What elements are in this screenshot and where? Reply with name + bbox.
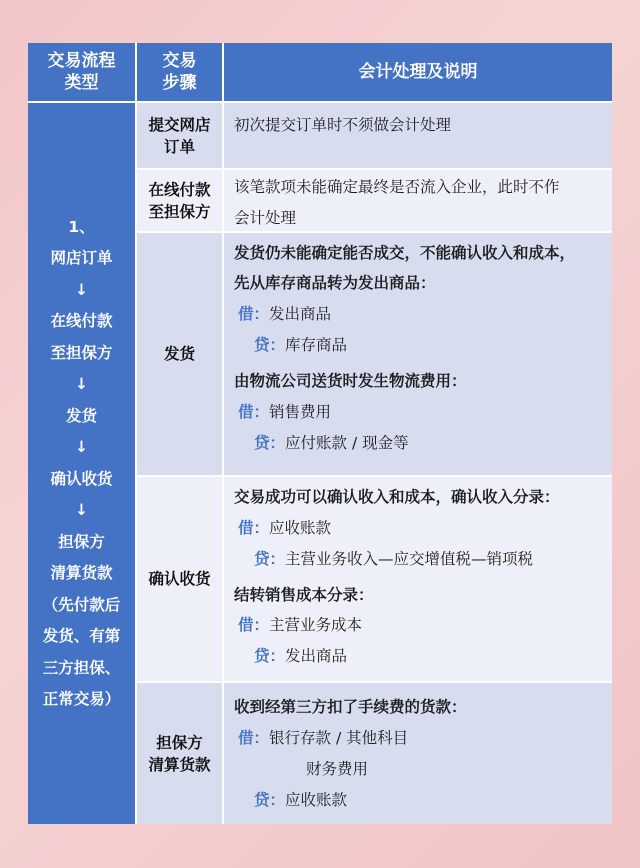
credit-entry [254, 333, 347, 355]
header-step-line1: 交易 [162, 51, 197, 71]
flow-arrow: ↓ [75, 280, 88, 299]
debit-label: 借： [238, 519, 270, 537]
step-shipping-line1: 发货 [163, 345, 195, 363]
entry-account: 库存商品 [285, 336, 348, 354]
header-flow-type-line1: 交易流程 [47, 51, 116, 71]
entry-account: 应付账款 / 现金等 [285, 434, 409, 452]
desc-line: 先从库存商品转为发出商品： [234, 274, 436, 292]
debit-entry [238, 726, 408, 748]
step-submit-order [137, 103, 222, 168]
desc-line: 财务费用 [306, 760, 369, 778]
desc-line: 初次提交订单时不须做会计处理 [234, 116, 452, 134]
step-settlement [137, 683, 222, 824]
flow-item: 至担保方 [50, 343, 113, 362]
header-accounting-text: 会计处理及说明 [358, 62, 478, 82]
flow-item: 三方担保、 [42, 658, 121, 677]
header-flow-type [28, 43, 135, 101]
header-accounting [224, 43, 612, 101]
flow-item: 清算货款 [50, 564, 113, 582]
debit-entry [238, 400, 331, 422]
credit-label: 贷： [254, 336, 286, 354]
flow-arrow: ↓ [75, 438, 88, 456]
desc-submit-order [224, 103, 612, 168]
flow-item: 确认收货 [50, 469, 113, 488]
flow-item: 正常交易） [42, 690, 121, 708]
flow-item: （先付款后 [42, 595, 121, 614]
step-online-payment-line2: 至担保方 [148, 202, 211, 221]
desc-online-payment [224, 170, 612, 231]
entry-account: 应收账款 [285, 791, 348, 809]
desc-line: 由物流公司送货时发生物流费用： [234, 372, 467, 390]
entry-account: 主营业务收入—应交增值税—销项税 [285, 550, 534, 568]
desc-confirm-receipt [224, 477, 612, 681]
flow-item: 网店订单 [50, 249, 113, 267]
step-settlement-line1: 担保方 [156, 733, 203, 752]
desc-line: 结转销售成本分录： [234, 586, 374, 604]
flow-arrow: ↓ [75, 375, 88, 393]
entry-account: 销售费用 [269, 403, 332, 421]
desc-line: 该笔款项未能确定最终是否流入企业，此时不作 [234, 178, 560, 196]
credit-entry [254, 644, 347, 666]
flow-type-column [28, 103, 135, 824]
entry-account: 发出商品 [269, 305, 332, 323]
flow-item: 1、 [68, 217, 95, 236]
step-submit-order-line2: 订单 [163, 137, 195, 156]
entry-account: 发出商品 [285, 647, 348, 665]
step-shipping [137, 233, 222, 475]
credit-entry [254, 547, 533, 569]
debit-entry [238, 516, 331, 538]
debit-entry [238, 613, 362, 635]
credit-label: 贷： [254, 434, 286, 452]
step-settlement-line2: 清算货款 [148, 755, 211, 774]
credit-label: 贷： [254, 647, 286, 665]
step-online-payment-line1: 在线付款 [148, 180, 211, 199]
debit-label: 借： [238, 729, 270, 747]
desc-line: 交易成功可以确认收入和成本，确认收入分录： [234, 488, 560, 506]
desc-shipping [224, 233, 612, 475]
step-confirm-receipt [137, 477, 222, 681]
debit-label: 借： [238, 403, 270, 421]
header-step-line2: 步骤 [162, 73, 197, 93]
entry-account: 应收账款 [269, 519, 332, 537]
debit-label: 借： [238, 616, 270, 634]
debit-label: 借： [238, 305, 270, 323]
flow-item: 在线付款 [50, 312, 113, 330]
credit-entry [254, 431, 409, 453]
flow-item: 担保方 [58, 532, 105, 551]
accounting-table [28, 43, 612, 824]
header-step [137, 43, 222, 101]
desc-settlement [224, 683, 612, 824]
desc-line: 会计处理 [234, 209, 297, 227]
credit-entry [254, 788, 347, 810]
credit-label: 贷： [254, 791, 286, 809]
step-online-payment [137, 170, 222, 231]
debit-entry [238, 302, 331, 324]
step-confirm-receipt-line1: 确认收货 [148, 570, 211, 588]
flow-item: 发货 [65, 406, 97, 425]
credit-label: 贷： [254, 550, 286, 568]
desc-line: 收到经第三方扣了手续费的货款： [234, 698, 467, 716]
flow-arrow: ↓ [75, 501, 88, 519]
step-submit-order-line1: 提交网店 [148, 115, 211, 134]
entry-account: 银行存款 / 其他科目 [269, 729, 409, 747]
entry-account: 主营业务成本 [269, 616, 363, 634]
flow-item: 发货、有第 [42, 627, 121, 645]
header-flow-type-line2: 类型 [64, 73, 99, 93]
desc-line: 发货仍未能确定能否成交，不能确认收入和成本， [234, 244, 576, 262]
